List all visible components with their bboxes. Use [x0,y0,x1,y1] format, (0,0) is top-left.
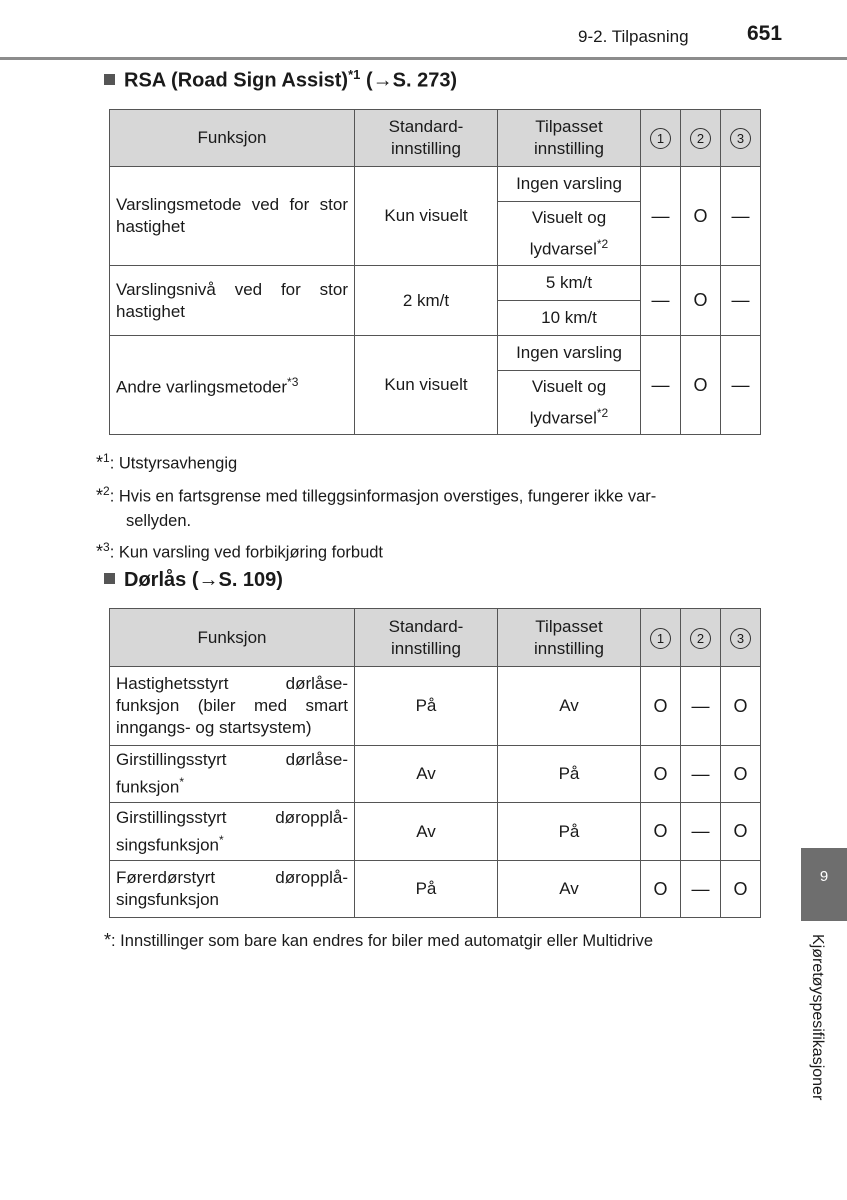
col-tilpasset [498,609,641,667]
table-row [110,746,761,803]
table-row [110,167,761,202]
dorlas-c2: — [681,667,721,746]
col-2 [681,609,721,667]
rsa-heading [104,67,457,93]
col-tilpasset-label: Tilpasset innstilling [534,616,604,658]
footnote-text-cont: sellyden. [126,511,192,530]
footnote-num: 3 [103,540,110,554]
circled-3-icon: 3 [730,128,751,149]
table-row [110,336,761,371]
rsa-option [498,202,641,266]
col-tilpasset [498,110,641,167]
table-row [110,266,761,301]
dorlas-tilpasset: På [498,746,641,803]
col-funksjon: Funksjon [110,110,355,167]
rsa-c3: — [721,167,761,266]
col-3 [721,110,761,167]
rsa-header-row [110,110,761,167]
col-standard-label: Standard- innstilling [388,616,464,658]
rsa-standard: 2 km/t [355,266,498,336]
rsa-footnote-1 [96,446,756,476]
rsa-c2: O [681,167,721,266]
dorlas-funksjon-text: Girstillingsstyrt dørlåse-funksjon [116,750,348,797]
header-section-title: 9-2. Tilpasning [578,27,689,46]
dorlas-heading [104,569,283,592]
dorlas-heading-ref: (→S. 109) [191,569,283,591]
rsa-c3: — [721,336,761,435]
dorlas-tilpasset: Av [498,667,641,746]
dorlas-funksjon-text: Girstillingsstyrt døropplå-singsfunksjon [116,807,348,855]
dorlas-footnote [104,928,764,953]
dorlas-tilpasset: Av [498,861,641,918]
col-3 [721,609,761,667]
dorlas-table [109,608,761,918]
dorlas-standard: På [355,861,498,918]
rsa-funksjon [110,167,355,266]
circled-2-icon: 2 [690,128,711,149]
dorlas-c3: O [721,803,761,861]
rsa-heading-ref: (→S. 273) [365,69,458,92]
dorlas-c2: — [681,861,721,918]
circled-1-icon: 1 [650,628,671,649]
dorlas-c3: O [721,667,761,746]
dorlas-funksjon: Hastighetsstyrt dørlåse-funksjon (biler med smart inngangs- og startsystem) [110,667,355,746]
header-rule [0,57,847,60]
dorlas-c1: O [641,861,681,918]
dorlas-standard: Av [355,803,498,861]
page-number: 651 [747,22,783,45]
rsa-funksjon-text: Andre varlingsmetoder [116,377,288,397]
rsa-option: Ingen varsling [498,336,641,371]
rsa-standard: Kun visuelt [355,167,498,266]
rsa-heading-mark: *1 [348,67,361,82]
dorlas-heading-title: Dørlås [124,569,187,591]
col-tilpasset-label: Tilpasset innstilling [534,117,604,158]
chapter-tab-label: Kjøretøyspesifikasjoner [809,934,826,1101]
circled-1-icon: 1 [650,128,671,149]
rsa-option: 5 km/t [498,266,641,301]
square-bullet-icon [104,573,115,584]
rsa-c1: — [641,266,681,336]
rsa-option [498,371,641,435]
dorlas-funksjon-mark: * [179,775,184,790]
col-2 [681,110,721,167]
rsa-table [109,109,761,435]
footnote-text: : Kun varsling ved forbikjøring forbudt [109,543,384,562]
footnote-mark: * [104,930,112,950]
rsa-option-mark: *2 [596,405,609,420]
col-1 [641,609,681,667]
col-1 [641,110,681,167]
rsa-footnote-2 [96,479,756,533]
table-row [110,667,761,746]
rsa-standard: Kun visuelt [355,336,498,435]
rsa-funksjon-text: Varslingsnivå ved for stor hastighet [116,279,348,321]
dorlas-c2: — [681,746,721,803]
rsa-c2: O [681,266,721,336]
col-standard [355,609,498,667]
dorlas-funksjon [110,746,355,803]
rsa-footnote-3 [96,535,756,565]
rsa-funksjon [110,336,355,435]
col-funksjon: Funksjon [110,609,355,667]
dorlas-c3: O [721,861,761,918]
dorlas-standard: Av [355,746,498,803]
col-standard [355,110,498,167]
footnote-text: : Innstillinger som bare kan endres for biler med automatgir eller Multidrive [111,932,654,950]
rsa-option-mark: *2 [596,236,609,251]
rsa-funksjon-mark: *3 [287,375,299,390]
dorlas-header-row [110,609,761,667]
dorlas-tilpasset: På [498,803,641,861]
rsa-option-text: Visuelt og lydvarsel [529,376,607,428]
dorlas-c1: O [641,667,681,746]
rsa-c1: — [641,336,681,435]
rsa-c1: — [641,167,681,266]
footnote-mark: * [96,485,104,506]
footnote-text: : Hvis en fartsgrense med tilleggsinformasjon overstiges, fungerer ikke var- [109,487,657,506]
square-bullet-icon [104,74,115,85]
dorlas-funksjon-mark: * [219,832,224,847]
rsa-option-text: Visuelt og lydvarsel [529,207,607,259]
footnote-mark: * [96,452,104,473]
dorlas-c2: — [681,803,721,861]
table-row [110,861,761,918]
footnote-num: 2 [103,484,110,498]
rsa-heading-title: RSA (Road Sign Assist) [124,69,349,92]
rsa-funksjon-text: Varslingsmetode ved for stor hastighet [116,195,348,236]
dorlas-funksjon [110,803,355,861]
rsa-c2: O [681,336,721,435]
table-row [110,803,761,861]
chapter-tab-number: 9 [819,868,829,885]
footnote-text: : Utstyrsavhengig [109,454,238,473]
dorlas-c1: O [641,803,681,861]
rsa-option: 10 km/t [498,301,641,336]
rsa-option: Ingen varsling [498,167,641,202]
footnote-mark: * [96,541,104,562]
rsa-funksjon [110,266,355,336]
circled-2-icon: 2 [690,628,711,649]
col-standard-label: Standard- innstilling [388,117,464,158]
dorlas-c3: O [721,746,761,803]
dorlas-funksjon: Førerdørstyrt døropplå-singsfunksjon [110,861,355,918]
dorlas-c1: O [641,746,681,803]
footnote-num: 1 [103,451,110,465]
rsa-c3: — [721,266,761,336]
circled-3-icon: 3 [730,628,751,649]
dorlas-standard: På [355,667,498,746]
